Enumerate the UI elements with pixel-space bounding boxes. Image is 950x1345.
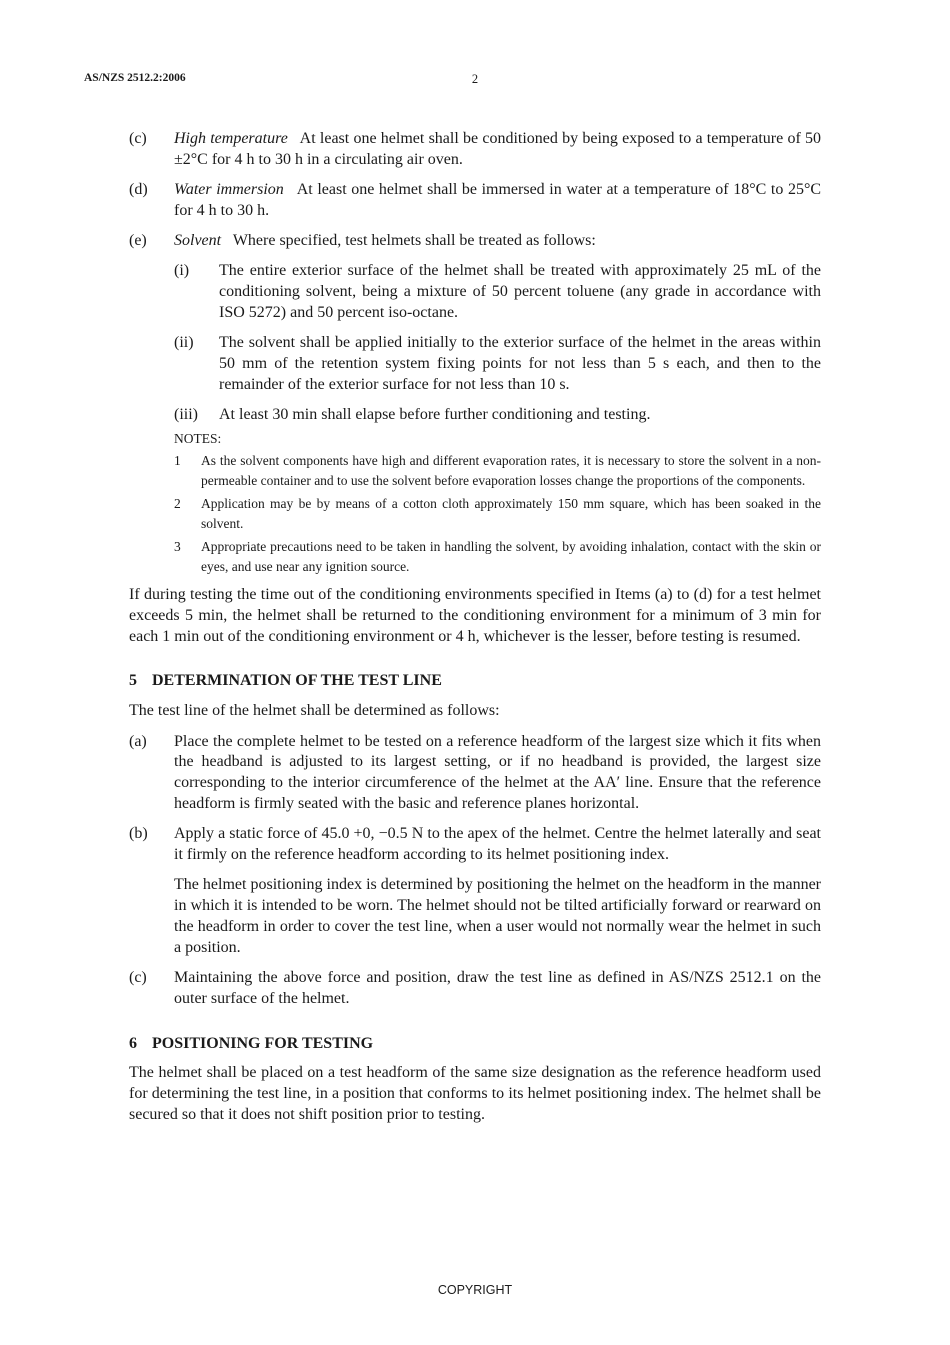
- note-text: Application may be by means of a cotton cloth approximately 150 mm square, which has been soaked in the solvent.: [201, 496, 821, 531]
- sub-item-label: (ii): [174, 334, 194, 352]
- list-item-c-high-temperature: [129, 129, 821, 171]
- item-label: (d): [129, 181, 148, 199]
- page-header: [84, 72, 866, 92]
- section-5-item-c: [129, 968, 821, 1010]
- sub-item-i: [129, 261, 821, 323]
- sub-item-iii: [129, 405, 821, 426]
- section-number: 6: [129, 1034, 137, 1052]
- sub-item-text: The solvent shall be applied initially to the exterior surface of the helmet in the areas within 50 mm of the retention system fixing points for not less than 5 s each, and then to the remainder of the exterior surface for not less than 10 s.: [219, 334, 821, 393]
- item-text: At least one helmet shall be immersed in water at a temperature of 18°C to 25°C for 4 h to 30 h.: [174, 181, 822, 219]
- sub-item-label: (i): [174, 262, 190, 280]
- notes-heading: NOTES:: [174, 431, 222, 447]
- item-text: Where specified, test helmets shall be treated as follows:: [232, 232, 596, 250]
- item-title: High temperature: [174, 130, 288, 147]
- standard-number: AS/NZS 2512.2:2006: [84, 72, 186, 84]
- section-6-heading: [129, 1034, 821, 1055]
- sub-item-text: The entire exterior surface of the helmet shall be treated with approximately 25 mL of the conditioning solvent, being a mixture of 50 percent toluene (any grade in accordance with ISO 5272) and 50 percent iso-octane.: [219, 262, 821, 322]
- conditioning-paragraph: If during testing the time out of the conditioning environments specified in Items (a) to (d) for a test helmet exceeds 5 min, the helmet shall be returned to the conditioning environment for a minimum of 3 min for each 1 min out of the conditioning environment or 4 h, whichever is the lesser, before testing is resumed.: [129, 586, 821, 645]
- section-5-item-b: [129, 824, 821, 866]
- item-text: Apply a static force of 45.0 +0, −0.5 N to the apex of the helmet. Centre the helmet laterally and seat it firmly on the reference headform according to its helmet positioning index.: [174, 825, 821, 864]
- item-label: (c): [129, 130, 147, 147]
- item-text: Maintaining the above force and position, draw the test line as defined in AS/NZS 2512.1 on the outer surface of the helmet.: [174, 969, 821, 1007]
- note-label: 3: [174, 539, 181, 555]
- page-number: 2: [471, 72, 479, 86]
- list-item-e-solvent: [129, 231, 821, 252]
- document-body: [129, 129, 821, 1135]
- section-number: 5: [129, 672, 137, 690]
- sub-item-ii: [129, 333, 821, 395]
- section-5-item-a: [129, 732, 821, 815]
- list-item-d-water-immersion: [129, 180, 821, 222]
- note-1: [129, 451, 821, 490]
- item-label: (e): [129, 232, 147, 250]
- sub-item-text: At least 30 min shall elapse before further conditioning and testing.: [219, 406, 651, 424]
- item-text: At least one helmet shall be conditioned by being exposed to a temperature of 50 ±2°C for 4 h to 30 h in a circulating air oven.: [174, 130, 821, 168]
- section-5-intro: The test line of the helmet shall be determined as follows:: [129, 702, 500, 720]
- note-text: As the solvent components have high and different evaporation rates, it is necessary to store the solvent in a non-permeable container and to use the solvent before evaporation losses change the proportions of the components.: [201, 453, 821, 488]
- section-5-heading: [129, 671, 821, 692]
- note-2: [129, 494, 821, 533]
- section-6-paragraph: The helmet shall be placed on a test headform of the same size designation as the reference headform used for determining the test line, in a position that conforms to its helmet positioning index. The helmet shall be secured so that it does not shift position prior to testing.: [129, 1064, 821, 1123]
- sub-item-label: (iii): [174, 406, 198, 424]
- note-label: 2: [174, 496, 181, 512]
- section-5-item-b-continuation: The helmet positioning index is determined by positioning the helmet on the headform in the manner in which it is intended to be worn. The helmet should not be tilted artificially forward or rearward on the headform in order to cover the test line, when a user would not normally wear the helmet in such a position.: [174, 876, 821, 956]
- section-title: POSITIONING FOR TESTING: [152, 1034, 374, 1052]
- section-title: DETERMINATION OF THE TEST LINE: [152, 672, 442, 690]
- item-title: Solvent: [174, 232, 222, 250]
- item-label: (b): [129, 825, 148, 843]
- note-3: [129, 537, 821, 576]
- item-label: (a): [129, 732, 147, 750]
- note-text: Appropriate precautions need to be taken in handling the solvent, by avoiding inhalation, contact with the skin or eyes, and use near any ignition source.: [201, 539, 821, 574]
- copyright-footer: COPYRIGHT: [437, 1283, 513, 1297]
- item-title: Water immersion: [174, 181, 284, 199]
- item-label: (c): [129, 969, 147, 987]
- note-label: 1: [174, 453, 181, 469]
- item-text: Place the complete helmet to be tested on a reference headform of the largest size which it fits when the headband is adjusted to its largest setting, or if no headband is provided, the largest size corresponding to the interior circumference of the helmet at the AA′ line. Ensure that the reference headform is firmly seated with the basic and reference planes horizontal.: [174, 732, 821, 812]
